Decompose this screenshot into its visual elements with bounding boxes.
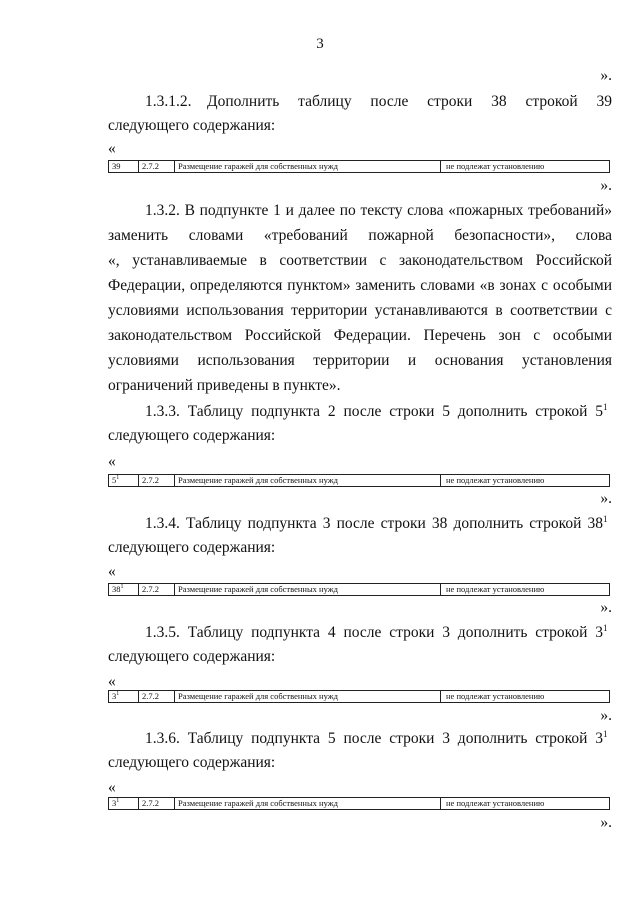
- table-row: [108, 690, 610, 703]
- row-code-cell: 2.7.2: [139, 584, 175, 595]
- opening-quote: «: [108, 140, 116, 157]
- row-name-cell: Размещение гаражей для собственных нужд: [175, 798, 441, 809]
- table-row: [108, 474, 610, 487]
- paragraph-line: ограничений приведены в пункте».: [108, 377, 341, 394]
- paragraph-line: следующего содержания:: [108, 648, 276, 665]
- closing-quote: ».: [600, 814, 612, 831]
- row-number-cell: $38^1$: [109, 584, 139, 595]
- closing-quote: ».: [600, 67, 612, 84]
- row-number-cell: $5^1$: [109, 475, 139, 486]
- row-value-cell: не подлежат установлению: [446, 798, 545, 808]
- row-code-cell: 2.7.2: [139, 161, 175, 172]
- paragraph-line: 1.3.4. Таблицу подпункта 3 после строки 38 дополнить строкой $38^1$: [145, 513, 608, 532]
- paragraph-line: следующего содержания:: [108, 117, 276, 134]
- paragraph-line: 1.3.1.2. Дополнить таблицу после строки 38 строкой 39: [145, 93, 612, 110]
- opening-quote: «: [108, 779, 116, 796]
- paragraph-line: следующего содержания:: [108, 539, 276, 556]
- row-number-cell: $3^1$: [109, 798, 139, 809]
- paragraph-line: следующего содержания:: [108, 427, 276, 444]
- table-row: [108, 160, 610, 173]
- row-number-cell: 39: [109, 161, 139, 172]
- paragraph-line: следующего содержания:: [108, 754, 276, 771]
- table-row: [108, 583, 610, 596]
- paragraph-line: «, устанавливаемые в соответствии с законодательством Российской: [108, 252, 612, 269]
- row-name-cell: Размещение гаражей для собственных нужд: [175, 691, 441, 702]
- paragraph-line: условиями использования территории и основания установления: [108, 352, 612, 369]
- row-value-cell: не подлежат установлению: [446, 691, 545, 701]
- row-name-cell: Размещение гаражей для собственных нужд: [175, 584, 441, 595]
- table-row: [108, 797, 610, 810]
- row-value-cell: не подлежат установлению: [446, 161, 545, 171]
- row-number-cell: $3^1$: [109, 691, 139, 702]
- paragraph-line: Федерации, определяются пунктом» заменить словами «в зонах с особыми: [108, 277, 612, 294]
- closing-quote: ».: [600, 599, 612, 616]
- paragraph-line: условиями использования территории устанавливаются в соответствии с: [108, 302, 612, 319]
- opening-quote: «: [108, 673, 116, 690]
- paragraph-line: 1.3.6. Таблицу подпункта 5 после строки 3 дополнить строкой $3^1$: [145, 728, 608, 747]
- row-code-cell: 2.7.2: [139, 691, 175, 702]
- opening-quote: «: [108, 453, 116, 470]
- paragraph-line: законодательством Российской Федерации. Перечень зон с особыми: [108, 327, 612, 344]
- row-name-cell: Размещение гаражей для собственных нужд: [175, 475, 441, 486]
- paragraph-line: 1.3.2. В подпункте 1 и далее по тексту слова «пожарных требований»: [145, 202, 612, 219]
- page-number: 3: [316, 36, 324, 52]
- row-code-cell: 2.7.2: [139, 475, 175, 486]
- row-value-cell: не подлежат установлению: [446, 584, 545, 594]
- paragraph-line: 1.3.5. Таблицу подпункта 4 после строки 3 дополнить строкой $3^1$: [145, 622, 608, 641]
- row-code-cell: 2.7.2: [139, 798, 175, 809]
- row-value-cell: не подлежат установлению: [446, 475, 545, 485]
- closing-quote: ».: [600, 707, 612, 724]
- opening-quote: «: [108, 563, 116, 580]
- closing-quote: ».: [600, 490, 612, 507]
- row-name-cell: Размещение гаражей для собственных нужд: [175, 161, 441, 172]
- paragraph-line: заменить словами «требований пожарной безопасности», слова: [108, 227, 612, 244]
- paragraph-line: 1.3.3. Таблицу подпункта 2 после строки 5 дополнить строкой $5^1$: [145, 401, 608, 420]
- closing-quote: ».: [600, 177, 612, 194]
